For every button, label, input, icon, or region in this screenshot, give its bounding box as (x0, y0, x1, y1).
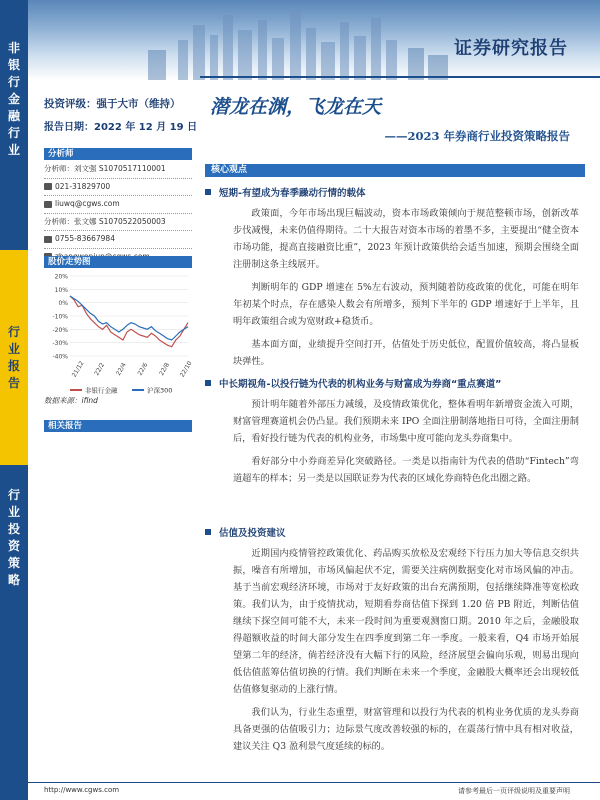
section-title: 中长期视角-以投行链为代表的机构业务与财富成为券商“重点赛道” (219, 379, 502, 390)
paragraph: 预计明年随着外部压力减缓，及疫情政策优化，整体看明年新增资金流入可期，财富管理赛道机会仍凸显。我们预期未来 IPO 全面注册制落地指日可待，全面注册制后，看好投行链为代表的机构业务，市场集中度可能向龙头券商集中。 (233, 399, 579, 444)
section-heading (205, 376, 585, 390)
side-bar (0, 0, 28, 800)
legend-label: 沪深300 (147, 386, 173, 395)
core-views-heading: 核心观点 (205, 164, 585, 177)
y-tick-label: 10% (54, 286, 68, 294)
phone-icon (44, 183, 52, 190)
chart-source: 数据来源：ifind (44, 396, 98, 405)
section-heading (205, 185, 585, 199)
chart-heading: 股价走势图 (44, 256, 192, 268)
section-short-term (205, 185, 585, 370)
divider (44, 213, 192, 214)
section-title: 短期-有望成为春季躁动行情的载体 (219, 188, 366, 199)
paragraph: 判断明年的 GDP 增速在 5%左右波动，预判随着防疫政策的优化，可能在明年年初某个时点，存在感染人数会有所增多，预判下半年的 GDP 增速好于上半年，且明年政策组合或为宽财政+稳货币。 (233, 282, 579, 327)
footer-divider (28, 782, 600, 783)
paragraph: 我们认为，行业生态重塑，财富管理和以投行为代表的机构业务优质的龙头券商具备更强的估值吸引力；边际景气度改善较强的标的，在震荡行情中具有相对收益，建议关注 Q3 盈利景气度延续的标的。 (233, 707, 579, 752)
x-tick-label: 22/4 (114, 361, 128, 377)
paragraph: 近期国内疫情管控政策优化、药品购买放松及宏观经下行压力加大等信息交织共振，噪音有所增加，市场风偏起伏不定，需要关注病例数据变化对市场风偏的冲击。基于当前宏观经济环境，市场对于友好政策的出台充满预期，包括继续降准等宽松政策。我们认为，由于疫情扰动，短期看券商估值下探到 1.20 倍 PB 附近，判断估值继续下探空间可能不大，未来一段时间为重要观测窗口期。2010 年之后，金融股取得超额收益的时间大部分发生在四季度到第二年一季度。一般来看，Q4 市场开始展望第二年的经济，倘若经济没有大幅下行的风险，经济展望会偏向乐观，则易出现向低估值蓝筹估值切换的行情。我们判断在未来一个季度，金融股大概率还会出现较低估值修复驱动的上涨行情。 (233, 548, 579, 695)
analyst-1-name: 分析师：刘文强 S1070517110001 (44, 164, 166, 173)
analyst-row (44, 162, 192, 177)
side-category-label: 非银行金融行业 (7, 41, 20, 157)
section-title: 估值及投资建议 (219, 528, 286, 539)
x-tick-label: 21/12 (70, 360, 86, 379)
analyst-2-name: 分析师：张文娜 S1070522050003 (44, 216, 166, 226)
divider (44, 195, 192, 196)
stock-trend-chart (44, 268, 192, 398)
y-tick-label: 0% (58, 300, 68, 308)
analyst-1-email[interactable]: liuwq@cgws.com (55, 199, 120, 208)
stock-chart-panel (44, 256, 192, 406)
footer-website[interactable]: http://www.cgws.com (44, 786, 120, 794)
paragraph: 看好部分中小券商差异化突破路径。一类是以指南针为代表的借助“Fintech”弯道超车的样本；另一类是以国联证券为代表的区域化券商特色化出圈之路。 (233, 456, 579, 484)
analyst-row (44, 232, 192, 247)
section-valuation (205, 525, 585, 755)
analyst-panel (44, 148, 192, 264)
square-bullet-icon (205, 529, 211, 535)
side-category-strategy (0, 465, 28, 800)
phone-icon (44, 236, 52, 243)
x-tick-label: 22/8 (158, 361, 171, 377)
divider (44, 230, 192, 231)
page-footer (0, 780, 600, 800)
side-category-report (0, 250, 28, 465)
divider (44, 178, 192, 179)
investment-rating: 投资评级：强于大市（维持） (44, 98, 181, 110)
footer-disclaimer: 请参考最后一页评级说明及重要声明 (458, 787, 570, 795)
x-tick-label: 22/10 (178, 360, 194, 379)
report-date: 报告日期：2022 年 12 月 19 日 (44, 122, 198, 133)
x-tick-label: 22/2 (93, 361, 107, 377)
email-icon (44, 201, 52, 208)
analyst-2-phone: 0755-83667984 (55, 234, 115, 243)
side-category-industry (0, 0, 28, 250)
related-heading: 相关报告 (44, 420, 192, 432)
analyst-row (44, 180, 192, 195)
report-title: 潜龙在渊，飞龙在天 (210, 96, 382, 118)
legend-label: 非银行金融 (85, 386, 118, 395)
y-tick-label: -10% (52, 313, 68, 321)
brand-title: 证券研究报告 (454, 38, 568, 59)
x-tick-label: 22/6 (136, 361, 150, 377)
section-long-term (205, 376, 585, 487)
y-tick-label: -40% (52, 353, 68, 361)
report-subtitle: ——2023 年券商行业投资策略报告 (384, 129, 570, 143)
analyst-1-phone: 021-31829700 (55, 181, 111, 191)
y-tick-label: 20% (54, 273, 68, 281)
square-bullet-icon (205, 189, 211, 195)
paragraph: 政策面，今年市场出现巨幅波动，资本市场政策倾向于规范整顿市场，创新改革步伐减慢，未来仍值得期待。二十大报告对资本市场的着墨不多，主要提出“健全资本市场功能，提高直接融资比重”，2023 年预计政策供给会适当加速，预期会围绕全面注册制这条主线展开。 (233, 208, 579, 270)
square-bullet-icon (205, 380, 211, 386)
side-report-label: 行业报告 (7, 324, 20, 390)
y-tick-label: -30% (52, 340, 68, 348)
analyst-row (44, 197, 192, 212)
header-banner (28, 0, 600, 80)
side-strategy-label: 行业投资策略 (7, 488, 20, 587)
analyst-row (44, 215, 192, 230)
divider (44, 248, 192, 249)
paragraph: 基本面方面，业绩提升空间打开，估值处于历史低位，配置价值较高，将凸显板块弹性。 (233, 339, 579, 367)
related-reports-panel (44, 420, 192, 432)
header-divider (200, 76, 600, 78)
section-heading (205, 525, 585, 539)
y-tick-label: -20% (52, 326, 68, 334)
analyst-heading: 分析师 (44, 148, 192, 160)
